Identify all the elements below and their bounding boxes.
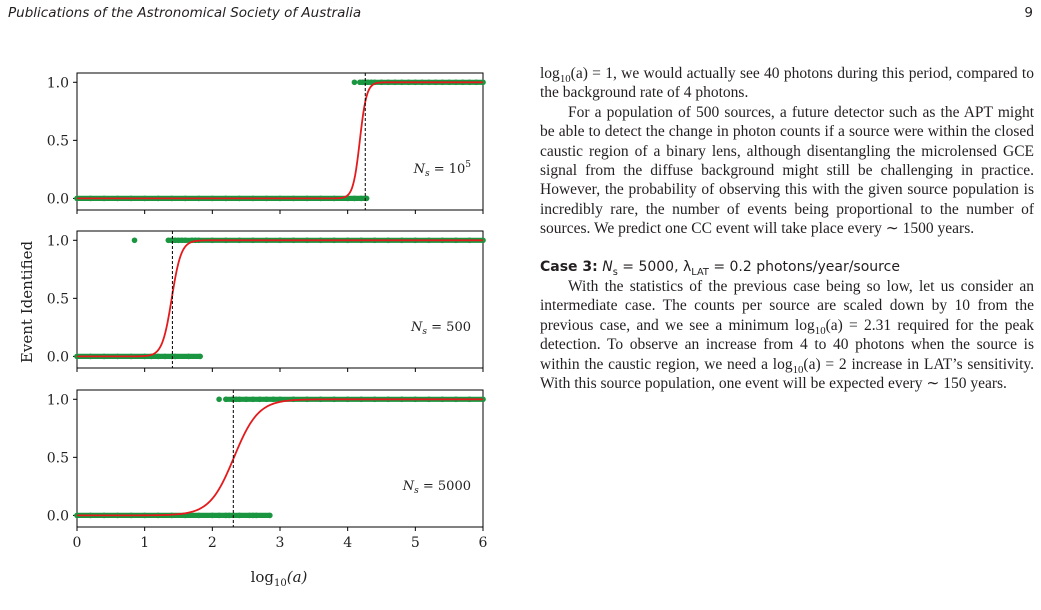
x-tick-label: 2 (207, 535, 217, 551)
data-point (352, 79, 358, 85)
text-column (540, 64, 1034, 394)
x-tick-label: 6 (478, 535, 488, 551)
x-tick-label: 0 (72, 535, 82, 551)
paragraph-1: $\log_{10}(a) = 1$, we would actually see 40 photons during this period, compared to the background rate of 4 photons. (540, 65, 1034, 102)
logistic-fit-curve (77, 399, 483, 515)
page-number: 9 (1024, 5, 1033, 21)
x-axis-label: $\log_{10}(a)$ (250, 568, 308, 589)
y-tick-label: 0.5 (46, 291, 69, 308)
y-axis-label: Event Identified (18, 240, 36, 364)
x-tick-label: 4 (343, 535, 353, 551)
panel-label: $N_s = 500$ (411, 320, 471, 337)
y-tick-label: 1.0 (46, 392, 69, 409)
y-tick-label: 0.5 (46, 450, 69, 467)
x-tick-label: 3 (275, 535, 285, 551)
data-point (132, 237, 138, 243)
journal-running-head: Publications of the Astronomical Society of Australia (8, 5, 362, 21)
paragraph-2: For a population of 500 sources, a future detector such as the APT might be able to detect the change in photon counts if a source were within the closed caustic region of a binary lens, although disentangling the microlensed GCE signal from the diffuse background might still be challenging in practice. However, the probability of observing this with the given source population is incredibly rare, the number of events being proportional to the number of sources. We predict one CC event will take place every ∼ 1500 years. (540, 103, 1034, 238)
panel-label: $N_s = 10^5$ (413, 160, 471, 179)
event-identified-figure (0, 52, 500, 597)
panel-1-frame (77, 73, 483, 210)
logistic-fit-curve (77, 82, 483, 198)
x-tick-label: 1 (140, 535, 150, 551)
y-tick-label: 1.0 (46, 233, 69, 250)
case-3-heading: Case 3: $N_s = 5000$, $\lambda_{LAT} = 0.2$ photons/year/source (540, 258, 900, 278)
y-tick-label: 0.0 (46, 349, 69, 366)
y-tick-label: 0.0 (46, 191, 69, 208)
logistic-fit-curve (77, 240, 483, 356)
y-tick-label: 0.0 (46, 508, 69, 525)
y-tick-label: 0.5 (46, 133, 69, 150)
data-point (216, 396, 222, 402)
paragraph-3: With the statistics of the previous case being so low, let us consider an intermediate case. The counts per source are scaled down by 10 from the previous case, and we see a minimum $\log_{10}(a) = 2.31$ required for the peak detection. To observe an increase from 4 to 40 photons when the source is within the caustic region, we need a $\log_{10}(a) = 2$ increase in LAT’s sensitivity. With this source population, one event will be expected every ∼ 150 years. (540, 278, 1035, 393)
panel-label: $N_s = 5000$ (402, 479, 471, 496)
panel-2-frame (77, 231, 483, 368)
panel-3-frame (77, 390, 483, 527)
x-tick-label: 5 (410, 535, 420, 551)
y-tick-label: 1.0 (46, 75, 69, 92)
